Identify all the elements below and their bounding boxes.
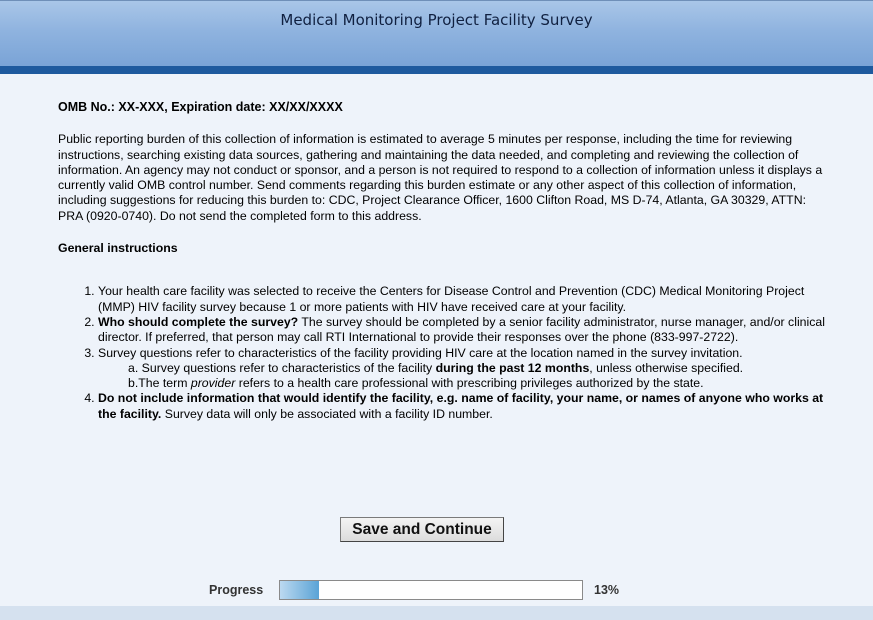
progress-percent: 13%	[594, 583, 620, 597]
header-divider-bar	[0, 66, 873, 74]
omb-number: OMB No.: XX-XXX, Expiration date: XX/XX/XXXX	[58, 100, 343, 114]
sub-b-suffix: refers to a health care professional with prescribing privileges authorized by the state.	[235, 376, 704, 391]
instruction-bold: Do not include information that would identify the facility, e.g. name of facility, your name, or names of anyone who works at the facility.	[98, 391, 824, 421]
progress-bar-fill	[280, 581, 319, 599]
instruction-text: Your health care facility was selected to receive the Centers for Disease Control and Prevention (CDC) Medical Monitoring Project (MMP) HIV facility survey because 1 or more patients with HIV have received care at your facility.	[98, 284, 805, 314]
sub-b-italic: provider	[190, 376, 236, 391]
instruction-sub-item-b	[128, 376, 833, 391]
survey-header	[0, 0, 873, 66]
sub-b-prefix: b.The term	[128, 376, 191, 391]
instruction-item	[98, 391, 833, 422]
instruction-sub-item-a	[128, 361, 833, 376]
general-instructions-title: General instructions	[58, 241, 178, 256]
progress-label: Progress	[209, 583, 264, 597]
instruction-text: Survey data will only be associated with a facility ID number.	[161, 406, 493, 421]
instruction-item	[98, 346, 833, 392]
progress-bar	[279, 580, 583, 600]
burden-statement: Public reporting burden of this collection of information is estimated to average 5 minutes per response, including the time for reviewing instructions, searching existing data sources, gathering and maintaining the data needed, and completing and reviewing the collection of information. An agency may not conduct or sponsor, and a person is not required to respond to a collection of information unless it displays a currently valid OMB control number. Send comments regarding this burden estimate or any other aspect of this collection of information, including suggestions for reducing this burden to: CDC, Project Clearance Officer, 1600 Clifton Road, MS D-74, Atlanta, GA 30329, ATTN: PRA (0920-0740). Do not send the completed form to this address.	[58, 132, 823, 223]
instruction-item	[98, 284, 833, 315]
instruction-text: The survey should be completed by a senior facility administrator, nurse manager, and/or clinical director. If preferred, that person may call RTI International to provide their responses over the phone (833-997-2722).	[98, 314, 825, 345]
save-and-continue-button[interactable]: Save and Continue	[340, 517, 504, 542]
instruction-item	[98, 315, 833, 346]
sub-a-bold: during the past 12 months	[435, 360, 590, 375]
instructions-list	[58, 284, 833, 422]
instruction-text: Survey questions refer to characteristics of the facility providing HIV care at the location named in the survey invitation.	[98, 345, 743, 360]
survey-title: Medical Monitoring Project Facility Survey	[280, 11, 593, 29]
sub-a-suffix: , unless otherwise specified.	[589, 360, 744, 375]
footer-strip	[0, 606, 873, 620]
survey-intro-content	[58, 100, 833, 422]
sub-a-prefix: a. Survey questions refer to characteristics of the facility	[128, 360, 436, 375]
instruction-bold: Who should complete the survey?	[98, 314, 299, 329]
